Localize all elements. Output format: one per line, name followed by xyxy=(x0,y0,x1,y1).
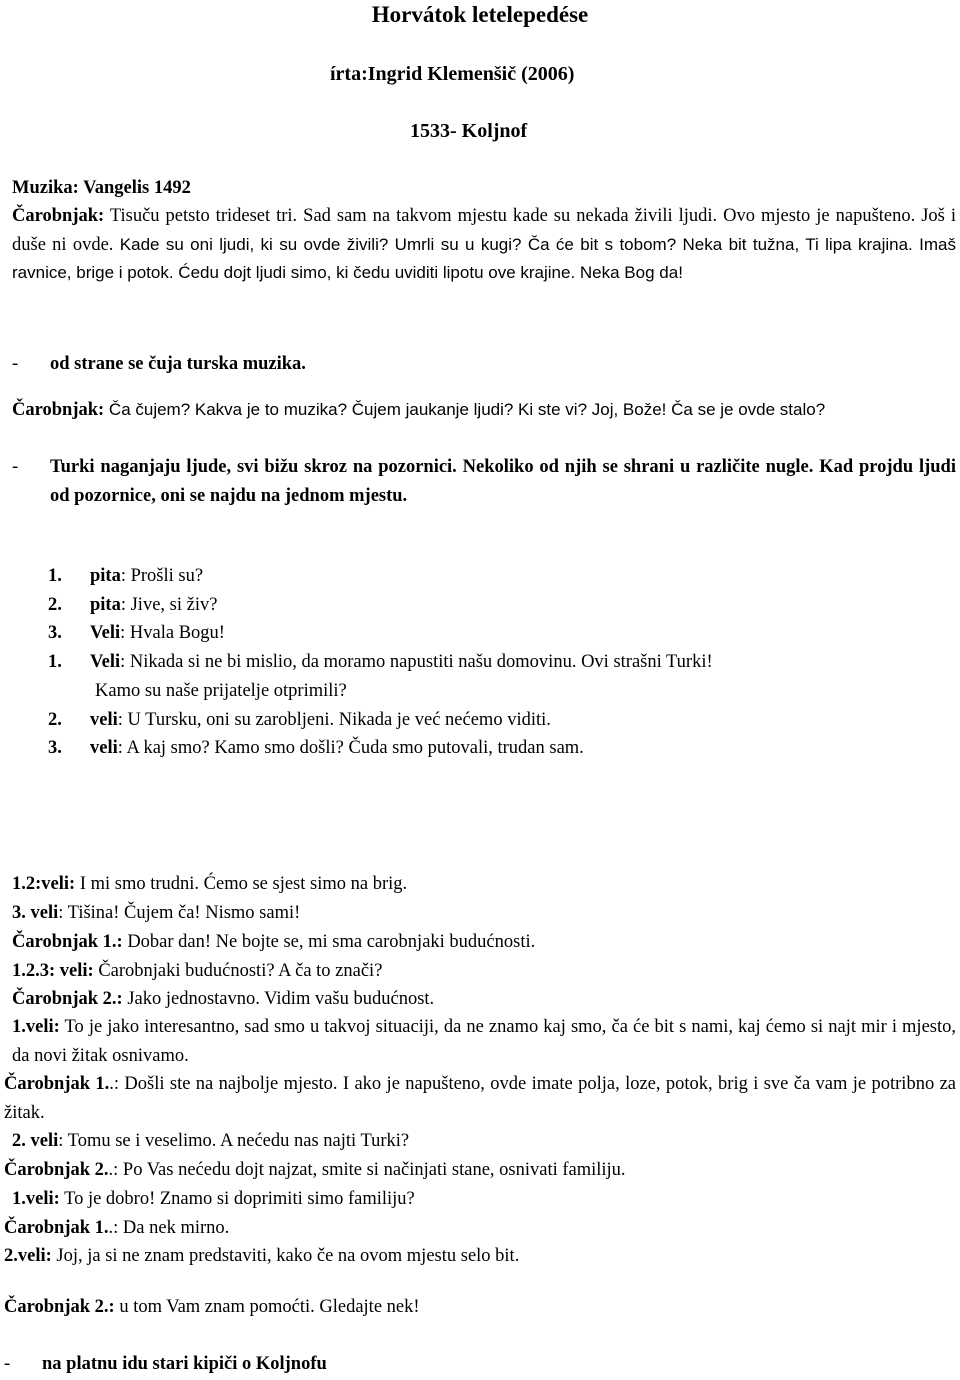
dialog-line: Čarobnjak 1..: Došli ste na najbolje mjesto. I ako je napušteno, ovde imate polja, loze, potok, brig i sve ča vam je potribno za žitak. xyxy=(4,1074,956,1123)
list-item: 3. veli: A kaj smo? Kamo smo došli? Čuda smo putovali, trudan sam. xyxy=(48,738,584,759)
dialog-line: Čarobnjak 2.: Jako jednostavno. Vidim vašu budućnost. xyxy=(12,989,435,1009)
author-line: írta:Ingrid Klemenšič (2006) xyxy=(330,63,575,85)
list-item-continuation: Kamo su naše prijatelje otprimili? xyxy=(95,680,347,701)
dialog-line: Čarobnjak 2..: Po Vas nećedu dojt najzat, smite si načinjati stane, osnivati familiju. xyxy=(4,1160,626,1180)
stage-direction-3: - na platnu idu stari kipiči o Koljnofu xyxy=(4,1354,327,1374)
list-item: 1. pita: Prošli su? xyxy=(48,566,204,586)
speaker-label: Čarobnjak: xyxy=(12,206,105,226)
dialog-list-1 xyxy=(48,562,956,763)
dialog-line: 2. veli: Tomu se i veselimo. A nećedu nas najti Turki? xyxy=(12,1131,410,1151)
intro-text-sans: Kade su oni ljudi, ki su ovde živili? Umrli su u kugi? Ča će bit s tobom? Neka bit tužna, Ti lipa krajina. Imaš ravnice, brige i potok. Ćedu dojt ljudi simo, ki čedu uviditi lipotu ove krajine. Neka Bog da! xyxy=(12,234,956,283)
stage-direction-2: - Turki naganjaju ljude, svi bižu skroz na pozornici. Nekoliko od njih se shrani u različite nugle. Kad projdu ljudi od pozornice, oni se najdu na jednom mjestu. xyxy=(12,457,956,506)
dialog-line: 1.veli: To je jako interesantno, sad smo u takvoj situaciji, da ne znamo kaj smo, ča će bit s nami, kaj ćemo si najt mir i mjesto, da novi žitak osnivamo. xyxy=(12,1017,956,1066)
list-item: 2. pita: Jive, si živ? xyxy=(48,594,218,615)
carobnjak-paragraph xyxy=(12,396,956,425)
speaker-label: Čarobnjak: xyxy=(12,400,105,420)
intro-paragraph xyxy=(12,202,956,288)
dialog-line: 2.veli: Joj, ja si ne znam predstaviti, kako če na ovom mjestu selo bit. xyxy=(4,1246,520,1266)
list-item: 3. Veli: Hvala Bogu! xyxy=(48,623,225,644)
dialog-line: 3. veli: Tišina! Čujem ča! Nismo sami! xyxy=(12,903,301,923)
dialog-line: 1.2.3: veli: Čarobnjaki budućnosti? A ča to znači? xyxy=(12,961,383,981)
stage-direction-1: - od strane se čuja turska muzika. xyxy=(12,354,306,374)
dialog-line: Čarobnjak 1.: Dobar dan! Ne bojte se, mi sma carobnjaki budućnosti. xyxy=(12,932,536,952)
list-item: 1. Veli: Nikada si ne bi mislio, da moramo napustiti našu domovinu. Ovi strašni Turki! xyxy=(48,652,713,673)
scene-heading: 1533- Koljnof xyxy=(410,120,528,142)
document-title: Horvátok letelepedése xyxy=(371,2,589,27)
list-item: 2. veli: U Tursku, oni su zarobljeni. Nikada je već nećemo viditi. xyxy=(48,709,551,730)
dialog-line: Čarobnjak 1..: Da nek mirno. xyxy=(4,1218,230,1238)
dialog-line: 1.veli: To je dobro! Znamo si doprimiti simo familiju? xyxy=(12,1189,415,1209)
dialog-line: 1.2:veli: I mi smo trudni. Ćemo se sjest simo na brig. xyxy=(12,874,408,894)
intro-text: Tisuču petsto trideset tri. Sad sam na takvom mjestu kade su nekada živili ljudi. Ovo mjesto je napušteno. Još i duše ni ovde. xyxy=(12,206,956,255)
music-label: Muzika: Vangelis 1492 xyxy=(12,178,191,198)
carobnjak-text: Ča čujem? Kakva je to muzika? Čujem jaukanje ljudi? Ki ste vi? Joj, Bože! Ča se je ovde stalo? xyxy=(104,400,826,419)
dialog-line: Čarobnjak 2.: u tom Vam znam pomoćti. Gledajte nek! xyxy=(4,1297,420,1317)
